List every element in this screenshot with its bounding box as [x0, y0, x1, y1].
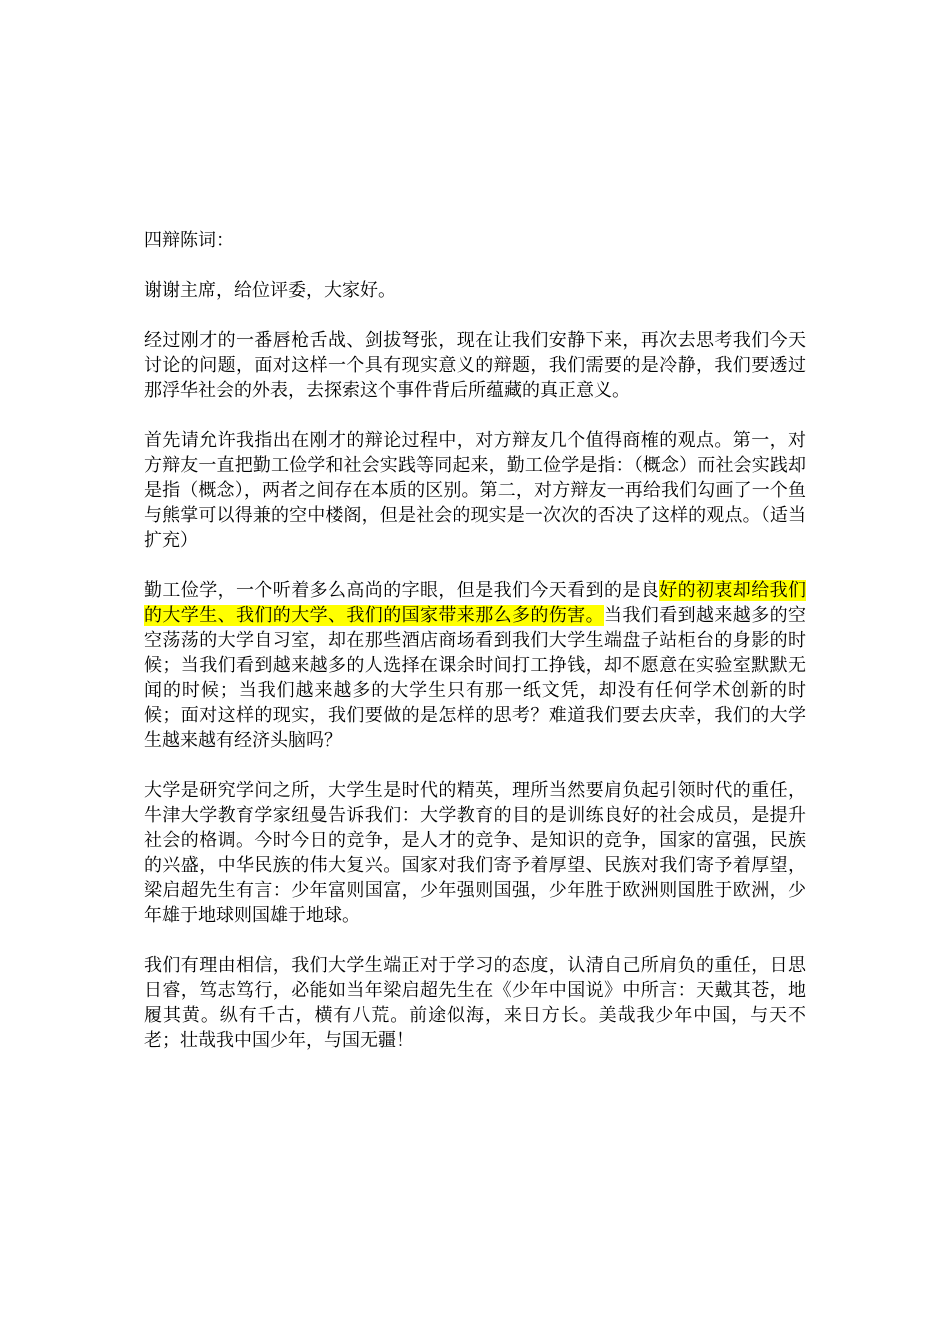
argument-text-start: 勤工俭学，一个听着多么高尚的字眼，但是我们今天看到的是良: [144, 580, 660, 601]
opening-paragraph: 经过刚才的一番唇枪舌战、剑拔弩张，现在让我们安静下来，再次去思考我们今天讨论的问题，面对这样一个具有现实意义的辩题，我们需要的是冷静，我们要透过那浮华社会的外表，去探索这个事件背后所蕴藏的真正意义。: [144, 330, 806, 401]
argument-text-end: 当我们看到越来越多的空空荡荡的大学自习室，却在那些酒店商场看到我们大学生端盘子站柜台的身影的时候；当我们看到越来越多的人选择在课余时间打工挣钱，却不愿意在实验室默默无闻的时候；当我们越来越多的大学生只有那一纸文凭，却没有任何学术创新的时候；面对这样的现实，我们要做的是怎样的思考？难道我们要去庆幸，我们的大学生越来越有经济头脑吗？: [144, 605, 806, 751]
speech-heading: 四辩陈词：: [144, 230, 234, 251]
rebuttal-paragraph: 首先请允许我指出在刚才的辩论过程中，对方辩友几个值得商榷的观点。第一，对方辩友一直把勤工俭学和社会实践等同起来，勤工俭学是指：（概念）而社会实践却是指（概念），两者之间存在本质的区别。第二，对方辩友一再给我们勾画了一个鱼与熊掌可以得兼的空中楼阁，但是社会的现实是一次次的否决了这样的观点。（适当扩充）: [144, 430, 806, 551]
document-page: [144, 228, 806, 1078]
highlighted-text: 好的初衷却给我们的大学生、我们的大学、我们的国家带来那么多的伤害。: [144, 580, 807, 626]
closing-paragraph: 我们有理由相信，我们大学生端正对于学习的态度，认清自己所肩负的重任，日思日睿，笃志笃行，必能如当年梁启超先生在《少年中国说》中所言：天戴其苍，地履其黄。纵有千古，横有八荒。前途似海，来日方长。美哉我少年中国，与天不老；壮哉我中国少年，与国无疆！: [144, 955, 806, 1051]
greeting-paragraph: 谢谢主席，给位评委，大家好。: [144, 280, 396, 301]
responsibility-paragraph: 大学是研究学问之所，大学生是时代的精英，理所当然要肩负起引领时代的重任，牛津大学教育学家纽曼告诉我们：大学教育的目的是训练良好的社会成员，是提升社会的格调。今时今日的竞争，是人才的竞争、是知识的竞争，国家的富强，民族的兴盛，中华民族的伟大复兴。国家对我们寄予着厚望、民族对我们寄予着厚望，梁启超先生有言：少年富则国富，少年强则国强，少年胜于欧洲则国胜于欧洲，少年雄于地球则国雄于地球。: [144, 780, 806, 926]
argument-paragraph: [144, 578, 806, 753]
